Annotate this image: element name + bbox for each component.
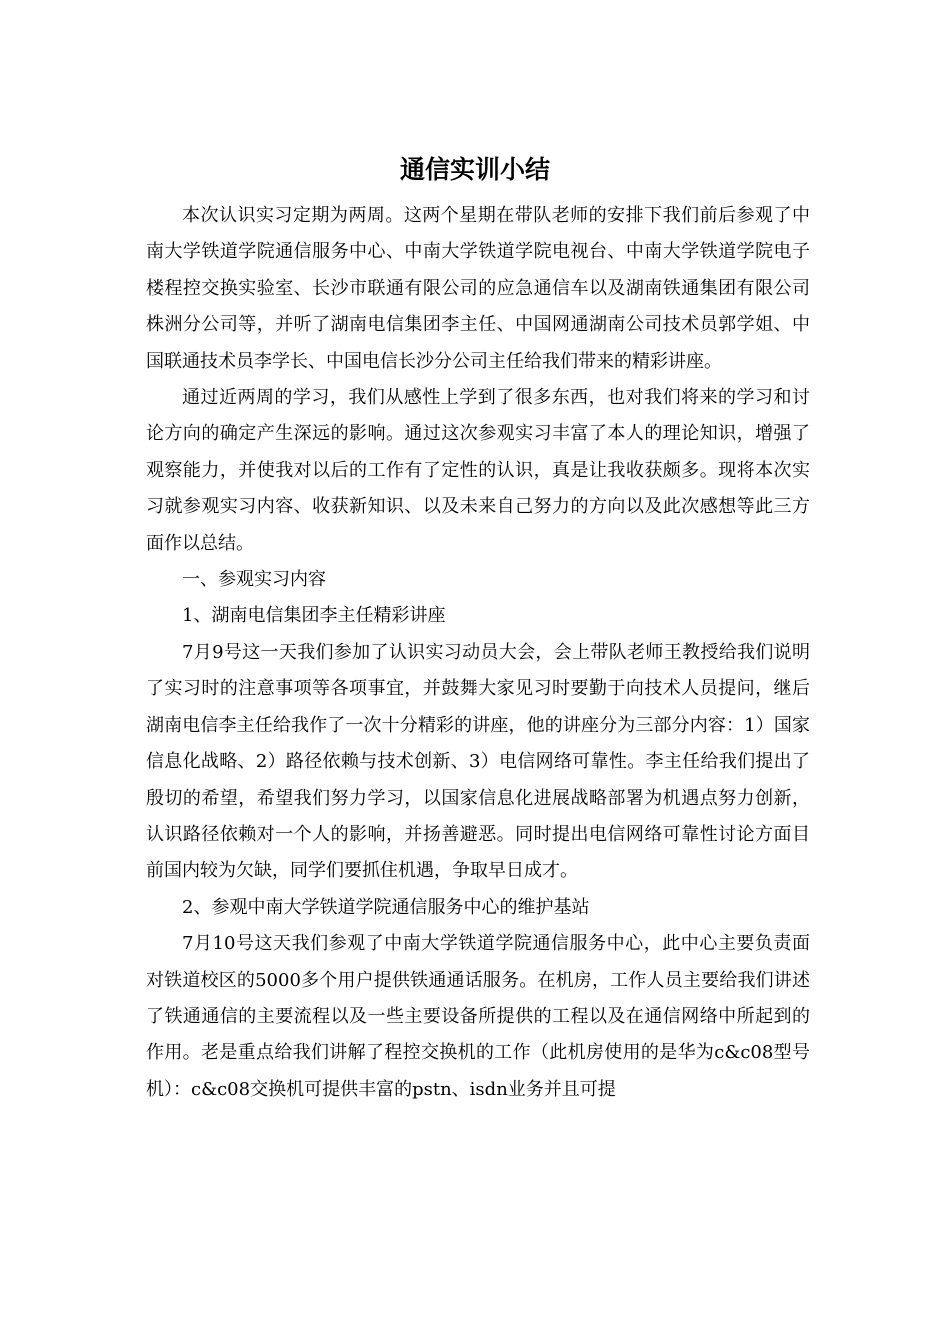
subsection-heading-telecom-lecture: 1、湖南电信集团李主任精彩讲座 xyxy=(182,605,446,627)
document-body xyxy=(146,198,810,1108)
paragraph-telecom-lecture: 7月9号这一天我们参加了认识实习动员大会，会上带队老师王教授给我们说明了实习时的注意事项等各项事宜，并鼓舞大家见习时要勤于向技术人员提问，继后湖南电信李主任给我作了一次十分精彩的讲座，他的讲座分为三部分内容：1）国家信息化战略、2）路径依赖与技术创新、3）电信网络可靠性。李主任给我们提出了殷切的希望，希望我们努力学习，以国家信息化进展战略部署为机遇点努力创新，认识路径依赖对一个人的影响，并扬善避恶。同时提出电信网络可靠性讨论方面目前国内较为欠缺，同学们要抓住机遇，争取早日成才。 xyxy=(146,641,810,882)
section-heading-visit-content: 一、参观实习内容 xyxy=(182,569,326,591)
paragraph-summary: 通过近两周的学习，我们从感性上学到了很多东西，也对我们将来的学习和讨论方向的确定产生深远的影响。通过这次参观实习丰富了本人的理论知识，增强了观察能力，并使我对以后的工作有了定性的认识，真是让我收获颇多。现将本次实习就参观实习内容、收获新知识、以及未来自己努力的方向以及此次感想等此三方面作以总结。 xyxy=(146,387,810,554)
subsection-heading-service-center: 2、参观中南大学铁道学院通信服务中心的维护基站 xyxy=(182,896,590,918)
paragraph-intro: 本次认识实习定期为两周。这两个星期在带队老师的安排下我们前后参观了中南大学铁道学院通信服务中心、中南大学铁道学院电视台、中南大学铁道学院电子楼程控交换实验室、长沙市联通有限公司的应急通信车以及湖南铁通集团有限公司株洲分公司等，并听了湖南电信集团李主任、中国网通湖南公司技术员郭学姐、中国联通技术员李学长、中国电信长沙分公司主任给我们带来的精彩讲座。 xyxy=(146,205,810,372)
document-title: 通信实训小结 xyxy=(399,155,550,184)
paragraph-service-center: 7月10号这天我们参观了中南大学铁道学院通信服务中心，此中心主要负责面对铁道校区的5000多个用户提供铁通通话服务。在机房，工作人员主要给我们讲述了铁通通信的主要流程以及一些主要设备所提供的工程以及在通信网络中所起到的作用。老是重点给我们讲解了程控交换机的工作（此机房使用的是华为c&c08型号机）：c&c08交换机可提供丰富的pstn、isdn业务并且可提 xyxy=(146,933,810,1100)
